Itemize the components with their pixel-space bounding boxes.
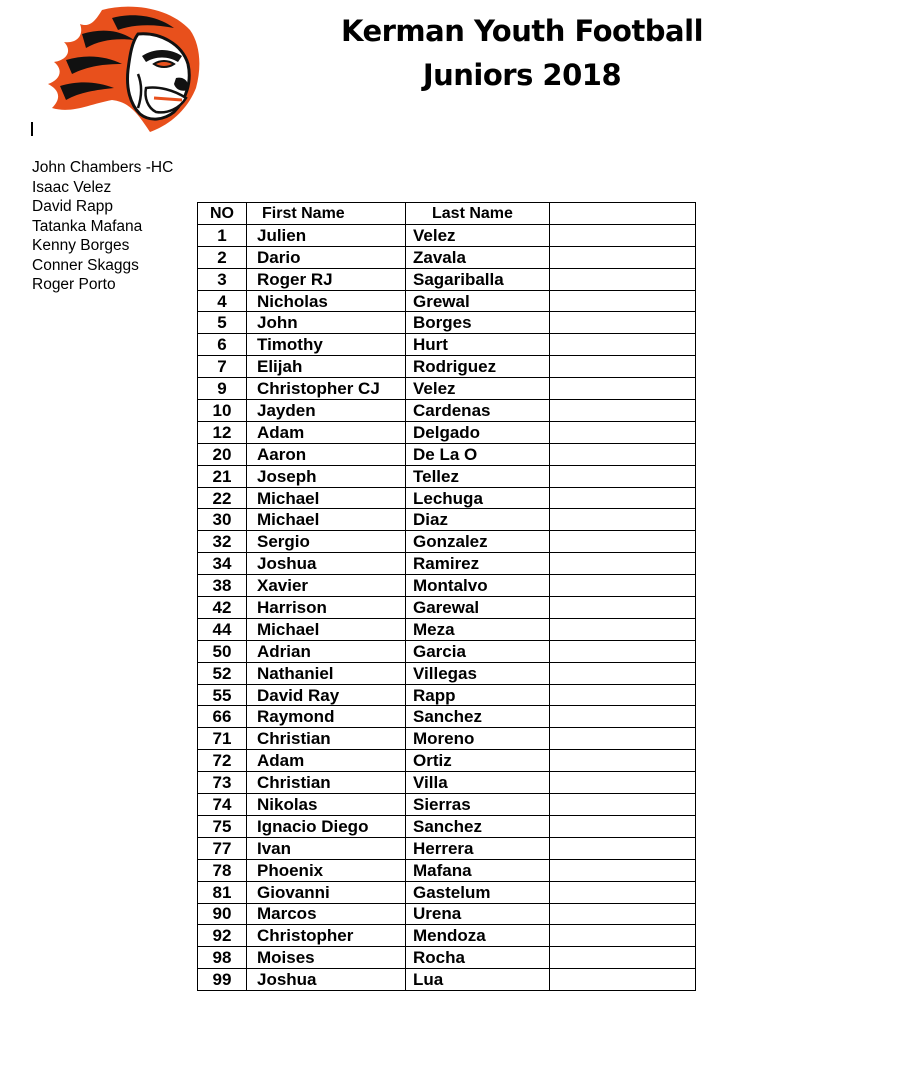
- player-first-name-cell: Roger RJ: [247, 268, 406, 290]
- player-first-name-cell: Michael: [247, 509, 406, 531]
- blank-cell: [550, 334, 696, 356]
- player-number-cell: 7: [198, 356, 247, 378]
- player-number-cell: 98: [198, 947, 247, 969]
- player-first-name-cell: Joshua: [247, 969, 406, 991]
- player-last-name-cell: De La O: [406, 443, 550, 465]
- player-last-name-cell: Ramirez: [406, 553, 550, 575]
- player-first-name-cell: Aaron: [247, 443, 406, 465]
- player-number-cell: 73: [198, 772, 247, 794]
- blank-cell: [550, 750, 696, 772]
- column-header-last-name: Last Name: [406, 203, 550, 225]
- column-header-blank: [550, 203, 696, 225]
- player-first-name-cell: Moises: [247, 947, 406, 969]
- table-row: [198, 597, 696, 619]
- player-first-name-cell: Adam: [247, 750, 406, 772]
- player-last-name-cell: Sagariballa: [406, 268, 550, 290]
- column-header-no: NO: [198, 203, 247, 225]
- blank-cell: [550, 268, 696, 290]
- table-row: [198, 378, 696, 400]
- player-number-cell: 77: [198, 837, 247, 859]
- player-number-cell: 55: [198, 684, 247, 706]
- table-row: [198, 640, 696, 662]
- player-first-name-cell: Harrison: [247, 597, 406, 619]
- coach-name: John Chambers -HC: [32, 159, 174, 176]
- player-last-name-cell: Herrera: [406, 837, 550, 859]
- table-row: [198, 706, 696, 728]
- table-row: [198, 268, 696, 290]
- table-header-row: [198, 203, 696, 225]
- table-row: [198, 859, 696, 881]
- player-number-cell: 74: [198, 794, 247, 816]
- player-number-cell: 9: [198, 378, 247, 400]
- blank-cell: [550, 356, 696, 378]
- player-last-name-cell: Moreno: [406, 728, 550, 750]
- player-first-name-cell: Dario: [247, 246, 406, 268]
- player-number-cell: 32: [198, 531, 247, 553]
- blank-cell: [550, 531, 696, 553]
- player-first-name-cell: Joshua: [247, 553, 406, 575]
- player-last-name-cell: Mafana: [406, 859, 550, 881]
- player-first-name-cell: Adam: [247, 421, 406, 443]
- table-row: [198, 553, 696, 575]
- player-first-name-cell: Marcos: [247, 903, 406, 925]
- coach-name: David Rapp: [32, 198, 113, 215]
- player-first-name-cell: Phoenix: [247, 859, 406, 881]
- player-number-cell: 71: [198, 728, 247, 750]
- blank-cell: [550, 684, 696, 706]
- blank-cell: [550, 728, 696, 750]
- player-number-cell: 5: [198, 312, 247, 334]
- player-last-name-cell: Gonzalez: [406, 531, 550, 553]
- player-number-cell: 52: [198, 662, 247, 684]
- blank-cell: [550, 903, 696, 925]
- player-last-name-cell: Villegas: [406, 662, 550, 684]
- blank-cell: [550, 794, 696, 816]
- table-row: [198, 772, 696, 794]
- player-last-name-cell: Borges: [406, 312, 550, 334]
- table-row: [198, 334, 696, 356]
- player-number-cell: 99: [198, 969, 247, 991]
- blank-cell: [550, 224, 696, 246]
- blank-cell: [550, 815, 696, 837]
- table-row: [198, 815, 696, 837]
- player-first-name-cell: Elijah: [247, 356, 406, 378]
- player-last-name-cell: Lua: [406, 969, 550, 991]
- player-number-cell: 44: [198, 618, 247, 640]
- table-row: [198, 246, 696, 268]
- table-row: [198, 837, 696, 859]
- player-last-name-cell: Rocha: [406, 947, 550, 969]
- player-last-name-cell: Montalvo: [406, 575, 550, 597]
- coach-name: Roger Porto: [32, 276, 116, 293]
- player-number-cell: 78: [198, 859, 247, 881]
- roster-body: [198, 224, 696, 990]
- player-last-name-cell: Sierras: [406, 794, 550, 816]
- player-first-name-cell: Ignacio Diego: [247, 815, 406, 837]
- table-row: [198, 531, 696, 553]
- lion-head-icon: [42, 4, 204, 134]
- player-last-name-cell: Ortiz: [406, 750, 550, 772]
- blank-cell: [550, 465, 696, 487]
- table-row: [198, 224, 696, 246]
- player-last-name-cell: Sanchez: [406, 815, 550, 837]
- blank-cell: [550, 772, 696, 794]
- player-number-cell: 4: [198, 290, 247, 312]
- player-number-cell: 81: [198, 881, 247, 903]
- player-number-cell: 92: [198, 925, 247, 947]
- player-last-name-cell: Garewal: [406, 597, 550, 619]
- blank-cell: [550, 553, 696, 575]
- blank-cell: [550, 947, 696, 969]
- blank-cell: [550, 575, 696, 597]
- player-first-name-cell: Michael: [247, 487, 406, 509]
- player-last-name-cell: Hurt: [406, 334, 550, 356]
- player-first-name-cell: Michael: [247, 618, 406, 640]
- player-number-cell: 3: [198, 268, 247, 290]
- player-last-name-cell: Cardenas: [406, 400, 550, 422]
- player-first-name-cell: John: [247, 312, 406, 334]
- player-first-name-cell: Adrian: [247, 640, 406, 662]
- player-first-name-cell: Nicholas: [247, 290, 406, 312]
- player-last-name-cell: Villa: [406, 772, 550, 794]
- coaches-list: [32, 158, 173, 295]
- blank-cell: [550, 859, 696, 881]
- blank-cell: [550, 925, 696, 947]
- blank-cell: [550, 443, 696, 465]
- blank-cell: [550, 290, 696, 312]
- player-first-name-cell: Christopher: [247, 925, 406, 947]
- table-row: [198, 925, 696, 947]
- blank-cell: [550, 640, 696, 662]
- player-number-cell: 1: [198, 224, 247, 246]
- player-first-name-cell: Christian: [247, 728, 406, 750]
- player-last-name-cell: Rodriguez: [406, 356, 550, 378]
- table-row: [198, 618, 696, 640]
- blank-cell: [550, 312, 696, 334]
- player-last-name-cell: Meza: [406, 618, 550, 640]
- player-number-cell: 42: [198, 597, 247, 619]
- table-row: [198, 421, 696, 443]
- player-last-name-cell: Lechuga: [406, 487, 550, 509]
- roster-table: [197, 202, 696, 991]
- player-last-name-cell: Delgado: [406, 421, 550, 443]
- table-row: [198, 969, 696, 991]
- table-row: [198, 443, 696, 465]
- player-number-cell: 2: [198, 246, 247, 268]
- coach-name: Conner Skaggs: [32, 256, 139, 274]
- table-row: [198, 662, 696, 684]
- player-number-cell: 50: [198, 640, 247, 662]
- blank-cell: [550, 378, 696, 400]
- blank-cell: [550, 662, 696, 684]
- player-first-name-cell: Ivan: [247, 837, 406, 859]
- table-row: [198, 881, 696, 903]
- coach-name: Tatanka Mafana: [32, 217, 143, 235]
- page-subtitle: Juniors 2018: [422, 58, 622, 92]
- table-row: [198, 794, 696, 816]
- player-last-name-cell: Grewal: [406, 290, 550, 312]
- player-last-name-cell: Garcia: [406, 640, 550, 662]
- player-last-name-cell: Velez: [406, 224, 550, 246]
- player-number-cell: 20: [198, 443, 247, 465]
- blank-cell: [550, 969, 696, 991]
- blank-cell: [550, 597, 696, 619]
- blank-cell: [550, 509, 696, 531]
- table-row: [198, 750, 696, 772]
- player-last-name-cell: Mendoza: [406, 925, 550, 947]
- player-first-name-cell: Nathaniel: [247, 662, 406, 684]
- player-last-name-cell: Sanchez: [406, 706, 550, 728]
- table-row: [198, 509, 696, 531]
- player-first-name-cell: Jayden: [247, 400, 406, 422]
- table-row: [198, 575, 696, 597]
- player-last-name-cell: Gastelum: [406, 881, 550, 903]
- table-row: [198, 684, 696, 706]
- player-number-cell: 12: [198, 421, 247, 443]
- coach-name: Kenny Borges: [32, 237, 130, 254]
- player-number-cell: 10: [198, 400, 247, 422]
- player-first-name-cell: Xavier: [247, 575, 406, 597]
- table-row: [198, 400, 696, 422]
- player-number-cell: 21: [198, 465, 247, 487]
- player-number-cell: 6: [198, 334, 247, 356]
- player-last-name-cell: Rapp: [406, 684, 550, 706]
- player-first-name-cell: Raymond: [247, 706, 406, 728]
- player-first-name-cell: Timothy: [247, 334, 406, 356]
- player-first-name-cell: Julien: [247, 224, 406, 246]
- blank-cell: [550, 421, 696, 443]
- player-last-name-cell: Zavala: [406, 246, 550, 268]
- coach-name: Isaac Velez: [32, 178, 112, 196]
- player-number-cell: 30: [198, 509, 247, 531]
- blank-cell: [550, 246, 696, 268]
- player-first-name-cell: Giovanni: [247, 881, 406, 903]
- blank-cell: [550, 881, 696, 903]
- blank-cell: [550, 837, 696, 859]
- table-row: [198, 903, 696, 925]
- player-number-cell: 22: [198, 487, 247, 509]
- player-last-name-cell: Diaz: [406, 509, 550, 531]
- table-row: [198, 487, 696, 509]
- player-first-name-cell: David Ray: [247, 684, 406, 706]
- player-last-name-cell: Tellez: [406, 465, 550, 487]
- player-first-name-cell: Sergio: [247, 531, 406, 553]
- blank-cell: [550, 618, 696, 640]
- blank-cell: [550, 706, 696, 728]
- player-last-name-cell: Velez: [406, 378, 550, 400]
- page-title: Kerman Youth Football: [340, 14, 704, 48]
- player-first-name-cell: Joseph: [247, 465, 406, 487]
- table-row: [198, 312, 696, 334]
- player-number-cell: 38: [198, 575, 247, 597]
- player-first-name-cell: Christian: [247, 772, 406, 794]
- player-number-cell: 90: [198, 903, 247, 925]
- blank-cell: [550, 487, 696, 509]
- player-first-name-cell: Christopher CJ: [247, 378, 406, 400]
- player-last-name-cell: Urena: [406, 903, 550, 925]
- column-header-first-name: First Name: [247, 203, 406, 225]
- table-row: [198, 356, 696, 378]
- blank-cell: [550, 400, 696, 422]
- player-number-cell: 66: [198, 706, 247, 728]
- text-cursor: [31, 122, 33, 136]
- table-row: [198, 728, 696, 750]
- player-number-cell: 34: [198, 553, 247, 575]
- table-row: [198, 290, 696, 312]
- player-number-cell: 72: [198, 750, 247, 772]
- table-row: [198, 465, 696, 487]
- table-row: [198, 947, 696, 969]
- player-first-name-cell: Nikolas: [247, 794, 406, 816]
- player-number-cell: 75: [198, 815, 247, 837]
